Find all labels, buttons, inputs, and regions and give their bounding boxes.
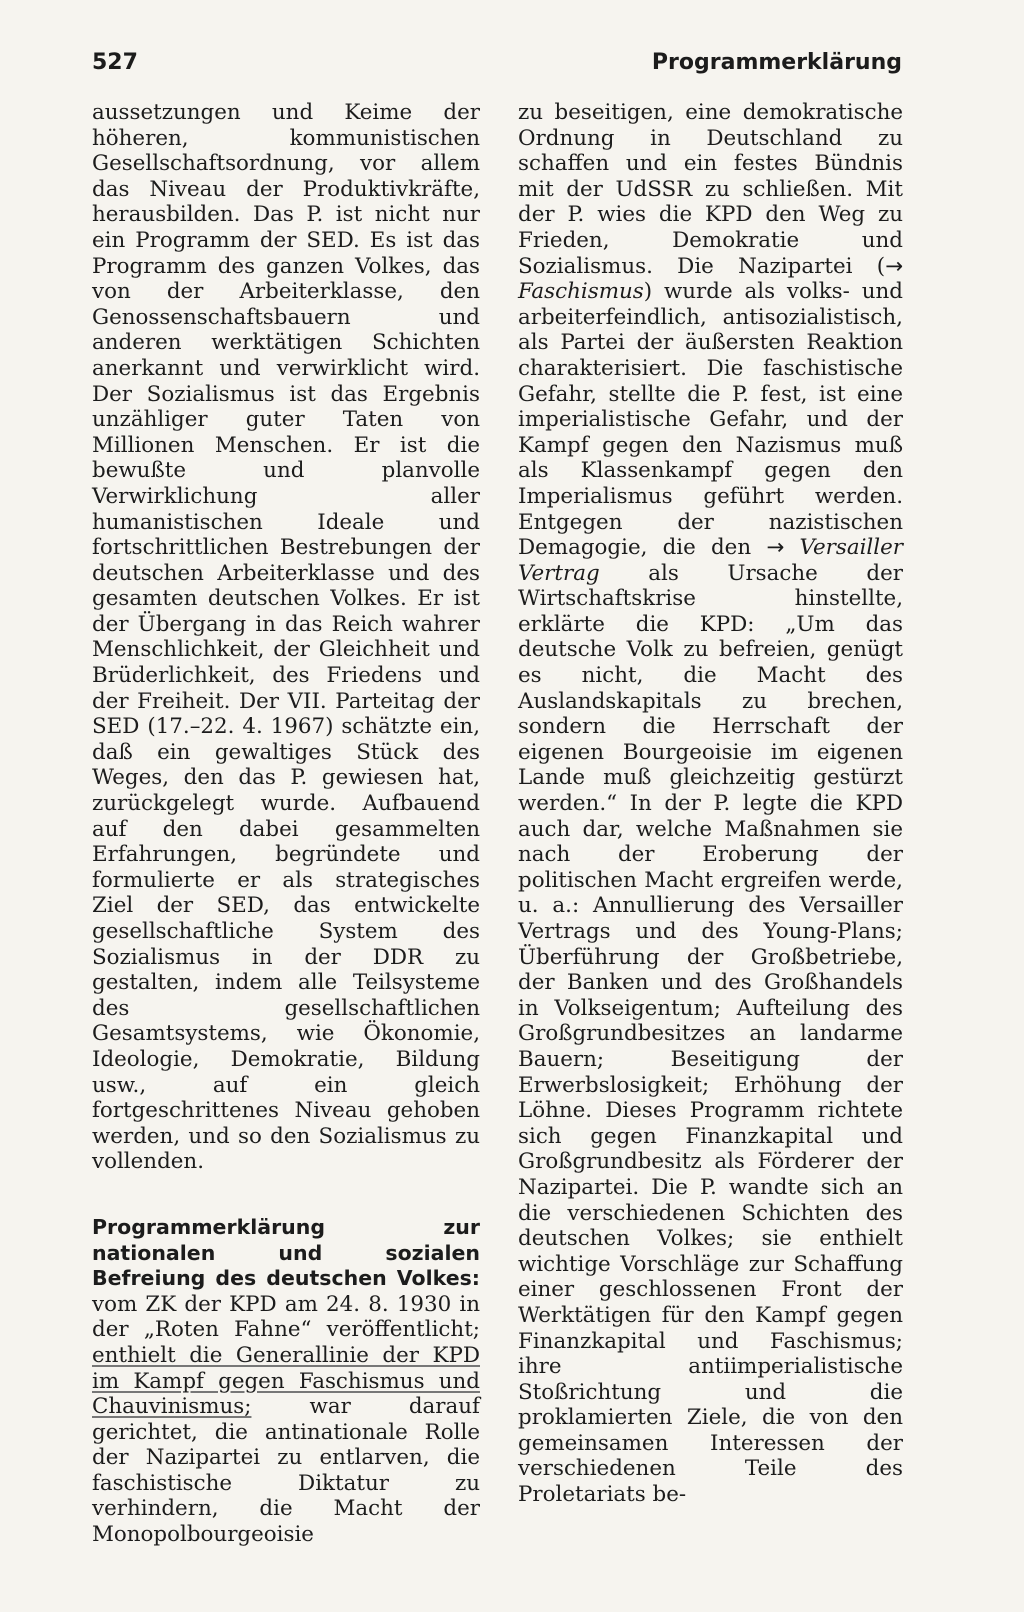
body-text: als Ursache der Wirtschaftskrise hinstellte, erklärte die KPD: „Um das deutsche Volk zu befreien, genügt es nicht, die Macht des Auslandskapitals zu brechen, sondern die Herrschaft der eigenen Bourgeoisie im eigenen Lande muß gleichzeitig gestürzt werden.“ In der P. legte die KPD auch dar, welche Maßnahmen sie nach der Eroberung der politischen Macht ergreifen werde, u. a.: Annullierung des Versailler Vertrags und des Young-Plans; Überführung der Großbetriebe, der Banken und des Großhandels in Volkseigentum; Aufteilung des Großgrundbesitzes an landarme Bauern; Beseitigung der Erwerbslosigkeit; Erhöhung der Löhne. Dieses Programm richtete sich gegen Finanzkapital und Großgrundbesitz als Förderer der Nazipartei. Die P. wandte sich an die verschiedenen Schichten des deutschen Volkes; sie enthielt wichtige Vorschläge zur Schaffung einer geschlossenen Front der Werktätigen für den Kampf gegen Finanzkapital und Faschismus; ihre antiimperialistische Stoßrichtung und die proklamierten Ziele, die von den gemeinsamen Interessen der verschiedenen Teile des Proletariats be- <box>518 560 903 1508</box>
entry-text-continued: war darauf gerichtet, die antinationale Rolle der Nazipartei zu entlarven, die faschistische Diktatur zu verhindern, die Macht der Monopolbourgeoisie <box>92 1394 480 1548</box>
continuation-paragraph: aussetzungen und Keime der höheren, kommunistischen Gesellschaftsordnung, vor allem das Niveau der Produktivkräfte, herausbilden. Das P. ist nicht nur ein Programm der SED. Es ist das Programm des ganzen Volkes, das von der Arbeiterklasse, den Genossenschaftsbauern und anderen werktätigen Schichten anerkannt und verwirklicht wird. Der Sozialismus ist das Ergebnis unzähliger guter Taten von Millionen Menschen. Er ist die bewußte und planvolle Verwirklichung aller humanistischen Ideale und fortschrittlichen Bestrebungen der deutschen Arbeiterklasse und des gesamten deutschen Volkes. Er ist der Übergang in das Reich wahrer Menschlichkeit, der Gleichheit und Brüderlichkeit, des Friedens und der Freiheit. Der VII. Parteitag der SED (17.–22. 4. 1967) schätzte ein, daß ein gewaltiges Stück des Weges, den das P. gewiesen hat, zurückgelegt wurde. Aufbauend auf den dabei gesammelten Erfahrungen, begründete und formulierte er als strategisches Ziel der SED, das entwickelte gesellschaftliche System des Sozialismus in der DDR zu gestalten, indem alle Teilsysteme des gesellschaftlichen Gesamtsystems, wie Ökonomie, Ideologie, Demokratie, Bildung usw., auf ein gleich fortgeschrittenes Niveau gehoben werden, und so den Sozialismus zu vollenden. <box>92 100 480 1175</box>
page-header <box>92 50 902 84</box>
cross-reference-arrow-icon: → <box>766 535 785 561</box>
cross-reference-arrow-icon: → <box>885 253 903 279</box>
entry-lemma: Programmerklärung zur nationalen und sozialen Befreiung des deutschen Volkes: <box>92 1214 480 1291</box>
entry-continuation <box>518 100 903 1508</box>
dictionary-entry <box>92 1215 480 1548</box>
underlined-passage: enthielt die Generallinie der KPD im Kampf gegen Faschismus und Chauvinismus; <box>92 1342 480 1420</box>
page-number: 527 <box>92 50 138 75</box>
body-text: zu beseitigen, eine demokratische Ordnung in Deutschland zu schaffen und ein festes Bündnis mit der UdSSR zu schließen. Mit der P. wies die KPD den Weg zu Frieden, Demokratie und Sozialismus. Die Nazipartei ( <box>518 100 903 279</box>
left-column <box>92 100 480 1548</box>
running-head: Programmerklärung <box>651 50 902 75</box>
cross-reference-link[interactable]: Faschismus <box>518 279 644 305</box>
cross-reference-link[interactable]: Versailler Vertrag <box>518 535 903 586</box>
entry-text: vom ZK der KPD am 24. 8. 1930 in der „Roten Fahne“ veröffentlicht; <box>92 1291 480 1343</box>
right-column <box>518 100 903 1508</box>
body-text: ) wurde als volks- und arbeiterfeindlich, antisozialistisch, als Partei der äußersten Reaktion charakterisiert. Die faschistische Gefahr, stellte die P. fest, ist eine imperialistische Gefahr, und der Kampf gegen den Nazismus muß als Klassenkampf gegen den Imperialismus geführt werden. Entgegen der nazistischen Demagogie, die den <box>518 279 903 561</box>
